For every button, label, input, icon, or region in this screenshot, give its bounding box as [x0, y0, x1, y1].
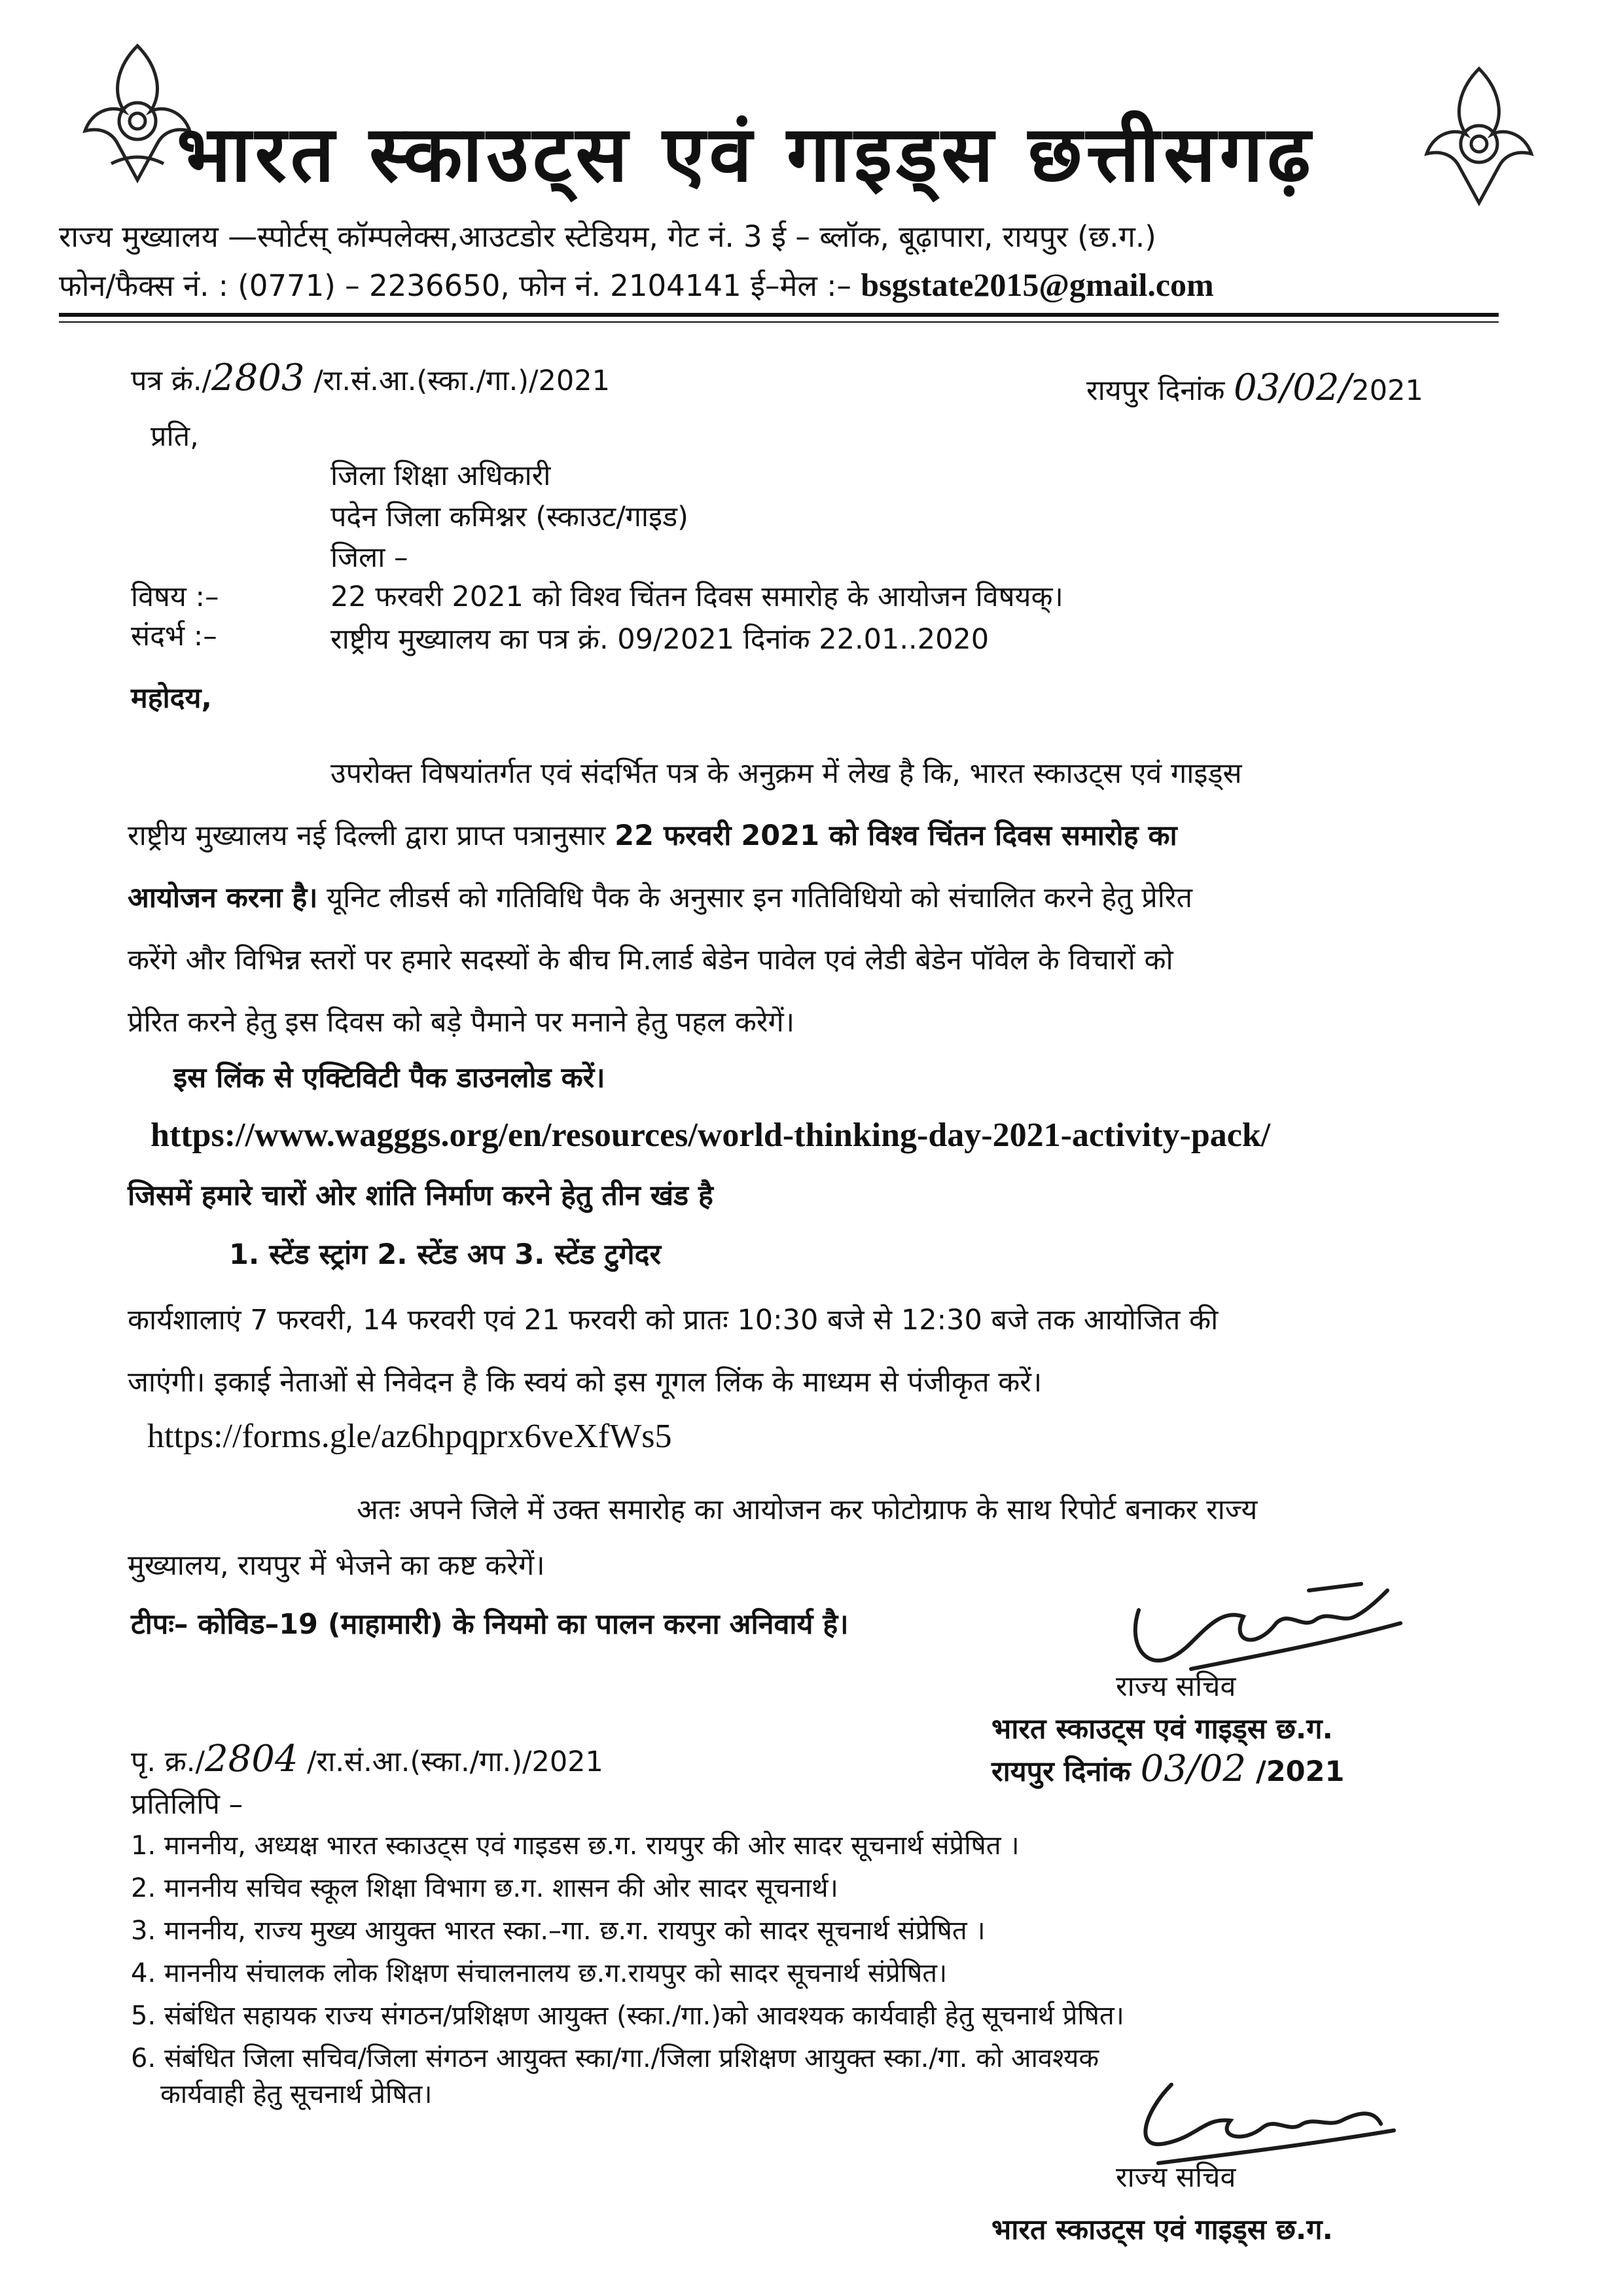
- copy-ref-suffix: /रा.सं.आ.(स्का./गा.)/2021: [307, 1746, 603, 1778]
- copy-signatory-title: राज्य सचिव: [1116, 2161, 1236, 2194]
- recipient-line-3: जिला –: [330, 541, 408, 574]
- para1-line-3-text: यूनिट लीडर्स को गतिविधि पैक के अनुसार इन गतिविधियो को संचालित करने हेतु प्रेरित: [327, 882, 1192, 914]
- organization-title: भारत स्काउट्स एवं गाइड्स छत्तीसगढ़: [177, 109, 1315, 199]
- para1-line-5: प्रेरित करने हेतु इस दिवस को बड़े पैमाने पर मनाने हेतु पहल करेगें।: [128, 1006, 794, 1039]
- subject-text: 22 फरवरी 2021 को विश्व चिंतन दिवस समारोह के आयोजन विषयक्।: [330, 581, 1063, 613]
- email-link[interactable]: bsgstate2015@gmail.com: [861, 266, 1214, 303]
- copy-label: प्रतिलिपि –: [131, 1788, 243, 1821]
- ref-number-handwritten: 2803: [211, 357, 305, 399]
- copy-item: 4. माननीय संचालक लोक शिक्षण संचालनालय छ.ग.रायपुर को सादर सूचनार्थ संप्रेषित।: [131, 1958, 948, 1988]
- workshop-line-1: कार्यशालाएं 7 फरवरी, 14 फरवरी एवं 21 फरवरी को प्रातः 10:30 बजे से 12:30 बजे तक आयोजित की: [128, 1304, 1219, 1336]
- workshop-line-2: जाएंगी। इकाई नेताओं से निवेदन है कि स्वयं को इस गूगल लिंक के माध्यम से पंजीकृत करें।: [128, 1366, 1043, 1399]
- ref-suffix: /रा.सं.आ.(स्का./गा.)/2021: [313, 365, 610, 397]
- event-highlight: 22 फरवरी 2021 को विश्व चिंतन दिवस समारोह का: [615, 819, 1177, 852]
- para1-line-4: करेंगे और विभिन्न स्तरों पर हमारे सदस्यों के बीच मि.लार्ड बेडेन पावेल एवं लेडी बेडेन पॉवेल के विचारों को: [128, 944, 1173, 977]
- guides-emblem-right-icon: [1414, 62, 1544, 213]
- letter-reference: [131, 357, 610, 399]
- reference-label: संदर्भ :–: [131, 620, 217, 653]
- para1-line-2: [128, 815, 1177, 853]
- reference-text: राष्ट्रीय मुख्यालय का पत्र क्रं. 09/2021 दिनांक 22.01..2020: [330, 623, 990, 656]
- para1-line-1: उपरोक्त विषयांतर्गत एवं संदर्भित पत्र के अनुक्रम में लेख है कि, भारत स्काउट्स एवं गाइड्स: [330, 757, 1242, 790]
- phone-text: फोन/फैक्स नं. : (0771) – 2236650, फोन नं. 2104141 ई–मेल :–: [59, 268, 851, 303]
- contact-line: [59, 265, 1214, 305]
- copy-item-continuation: कार्यवाही हेतु सूचनार्थ प्रेषित।: [160, 2079, 433, 2109]
- recipient-line-1: जिला शिक्षा अधिकारी: [330, 459, 551, 492]
- covid-note: टीपः– कोविड–19 (माहामारी) के नियमो का पालन करना अनिवार्य है।: [131, 1608, 849, 1641]
- copy-reference: [131, 1738, 603, 1780]
- activity-pack-link[interactable]: https://www.wagggs.org/en/resources/world-thinking-day-2021-activity-pack/: [151, 1117, 1271, 1154]
- copy-item: 6. संबंधित जिला सचिव/जिला संगठन आयुक्त स्का/गा./जिला प्रशिक्षण आयुक्त स्का./गा. को आवश्यक: [131, 2043, 1099, 2073]
- copy-item: 3. माननीय, राज्य मुख्य आयुक्त भारत स्का.–गा. छ.ग. रायपुर को सादर सूचनार्थ संप्रेषित ।: [131, 1916, 986, 1946]
- copy-date-prefix: रायपुर दिनांक: [991, 1755, 1131, 1788]
- header-divider-thin: [59, 321, 1499, 323]
- header-divider: [59, 313, 1499, 317]
- copy-item: 1. माननीय, अध्यक्ष भारत स्काउट्स एवं गाइडस छ.ग. रायपुर की ओर सादर सूचनार्थ संप्रेषित ।: [131, 1831, 1020, 1861]
- copy-item: 5. संबंधित सहायक राज्य संगठन/प्रशिक्षण आयुक्त (स्का./गा.)को आवश्यक कार्यवाही हेतु सूचनार्थ प्रेषित।: [131, 2001, 1124, 2031]
- copy-signatory-org: भारत स्काउट्स एवं गाइड्स छ.ग.: [991, 2214, 1333, 2246]
- copy-date: [991, 1748, 1344, 1790]
- signatory-title: राज्य सचिव: [1116, 1670, 1236, 1703]
- copy-ref-prefix: पृ. क्र./: [131, 1746, 205, 1778]
- copy-date-year: /2021: [1256, 1755, 1345, 1788]
- download-instruction: इस लिंक से एक्टिविटी पैक डाउनलोड करें।: [173, 1062, 605, 1094]
- letter-date: [1086, 367, 1423, 409]
- event-highlight-end: आयोजन करना है।: [128, 882, 318, 914]
- date-handwritten: 03/02/: [1234, 367, 1352, 409]
- sections-line: जिसमें हमारे चारों ओर शांति निर्माण करने हेतु तीन खंड है: [128, 1179, 713, 1212]
- sections-list: 1. स्टेंड स्ट्रांग 2. स्टेंड अप 3. स्टेंड टुगेदर: [229, 1238, 662, 1271]
- salutation: महोदय,: [131, 682, 212, 715]
- closing-line-1: अतः अपने जिले में उक्त समारोह का आयोजन कर फोटोग्राफ के साथ रिपोर्ट बनाकर राज्य: [357, 1494, 1258, 1526]
- copy-item: 2. माननीय सचिव स्कूल शिक्षा विभाग छ.ग. शासन की ओर सादर सूचनार्थ।: [131, 1873, 838, 1903]
- signatory-org: भारत स्काउट्स एवं गाइड्स छ.ग.: [991, 1713, 1333, 1746]
- subject-label: विषय :–: [131, 581, 219, 613]
- para1-line-2-text: राष्ट्रीय मुख्यालय नई दिल्ली द्वारा प्राप्त पत्रानुसार: [128, 819, 606, 852]
- recipient-line-2: पदेन जिला कमिश्नर (स्काउट/गाइड): [330, 501, 688, 533]
- copy-date-handwritten: 03/02: [1140, 1748, 1247, 1790]
- date-prefix: रायपुर दिनांक: [1086, 374, 1225, 407]
- to-label: प्रति,: [151, 420, 199, 453]
- address-line: राज्य मुख्यालय —स्पोर्टस् कॉम्पलेक्स,आउटडोर स्टेडियम, गेट नं. 3 ई – ब्लॉक, बूढ़ापारा, रायपुर (छ.ग.): [59, 219, 1156, 254]
- para1-line-3: [128, 877, 1192, 916]
- closing-line-2: मुख्यालय, रायपुर में भेजने का कष्ट करेगें।: [128, 1549, 545, 1582]
- date-year: 2021: [1351, 374, 1423, 407]
- registration-form-link[interactable]: https://forms.gle/az6hpqprx6veXfWs5: [147, 1418, 672, 1455]
- ref-prefix: पत्र क्रं./: [131, 365, 212, 397]
- copy-ref-number-handwritten: 2804: [204, 1738, 298, 1780]
